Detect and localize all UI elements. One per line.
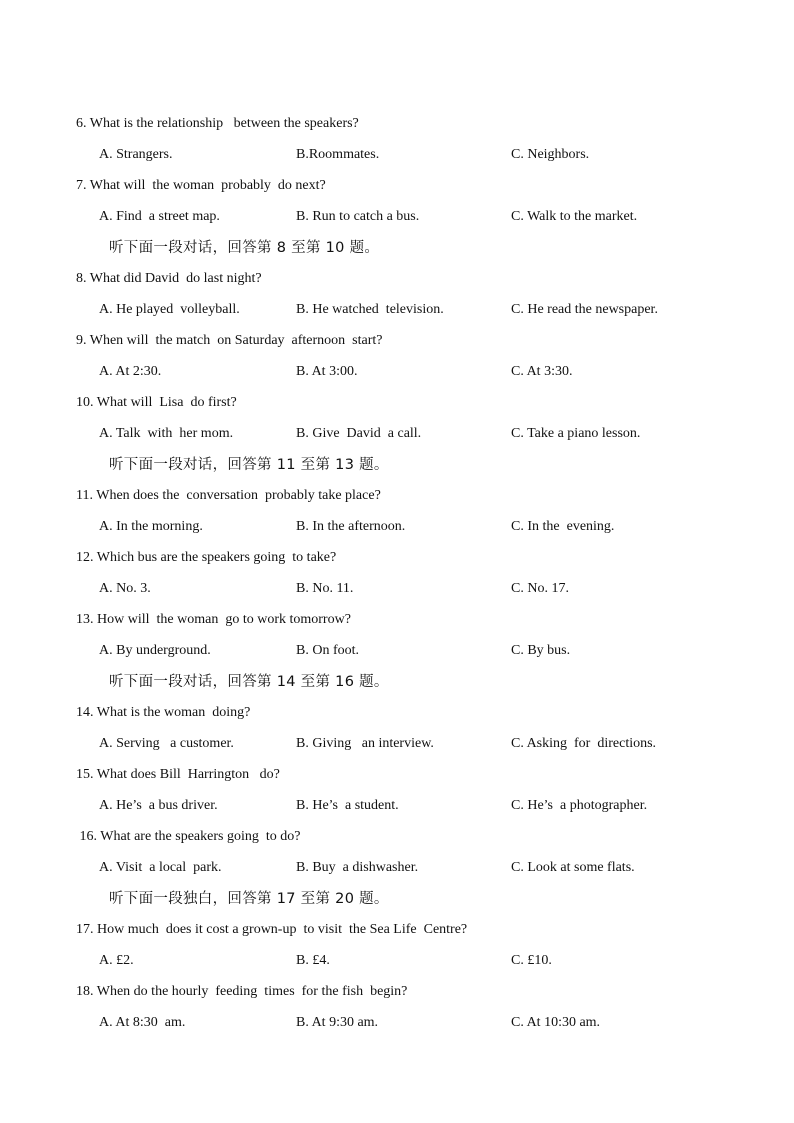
section-instruction: 听下面一段对话，回答第 8 至第 10 题。 — [109, 240, 380, 256]
option-c: C. Asking for directions. — [511, 736, 657, 751]
question-text: 10. What will Lisa do first? — [76, 395, 237, 410]
option-b: B. Giving an interview. — [296, 736, 434, 751]
question-text: 13. How will the woman go to work tomorrow? — [76, 612, 351, 627]
option-b: B. Give David a call. — [296, 426, 422, 441]
option-c: C. In the evening. — [511, 519, 615, 534]
question-text: 16. What are the speakers going to do? — [76, 829, 301, 844]
option-b: B. Run to catch a bus. — [296, 209, 420, 224]
option-a: A. At 2:30. — [99, 364, 162, 379]
option-c: C. No. 17. — [511, 581, 569, 596]
question-text: 17. How much does it cost a grown-up to visit the Sea Life Centre? — [76, 922, 468, 937]
question-text: 8. What did David do last night? — [76, 271, 262, 286]
option-b: B. No. 11. — [296, 581, 354, 596]
option-c: C. Walk to the market. — [511, 209, 638, 224]
section-instruction: 听下面一段独白，回答第 17 至第 20 题。 — [109, 891, 389, 907]
option-a: A. Strangers. — [99, 147, 173, 162]
option-a: A. He’s a bus driver. — [99, 798, 218, 813]
option-c: C. Neighbors. — [511, 147, 590, 162]
option-b: B. At 3:00. — [296, 364, 358, 379]
option-c: C. Look at some flats. — [511, 860, 635, 875]
option-a: A. Find a street map. — [99, 209, 220, 224]
option-a: A. In the morning. — [99, 519, 203, 534]
option-a: A. Visit a local park. — [99, 860, 222, 875]
option-b: B. £4. — [296, 953, 330, 968]
question-text: 9. When will the match on Saturday afternoon start? — [76, 333, 383, 348]
question-text: 11. When does the conversation probably take place? — [76, 488, 381, 503]
question-text: 14. What is the woman doing? — [76, 705, 251, 720]
option-c: C. At 10:30 am. — [511, 1015, 601, 1030]
option-c: C. By bus. — [511, 643, 571, 658]
option-a: A. He played volleyball. — [99, 302, 240, 317]
option-c: C. He’s a photographer. — [511, 798, 648, 813]
section-instruction: 听下面一段对话，回答第 11 至第 13 题。 — [109, 457, 389, 473]
option-a: A. Serving a customer. — [99, 736, 234, 751]
question-text: 18. When do the hourly feeding times for the fish begin? — [76, 984, 408, 999]
option-c: C. £10. — [511, 953, 552, 968]
option-a: A. £2. — [99, 953, 134, 968]
option-a: A. Talk with her mom. — [99, 426, 234, 441]
question-text: 15. What does Bill Harrington do? — [76, 767, 280, 782]
option-b: B. Buy a dishwasher. — [296, 860, 419, 875]
option-b: B. He watched television. — [296, 302, 444, 317]
option-a: A. No. 3. — [99, 581, 151, 596]
option-b: B. In the afternoon. — [296, 519, 406, 534]
question-text: 7. What will the woman probably do next? — [76, 178, 326, 193]
option-b: B.Roommates. — [296, 147, 380, 162]
option-c: C. Take a piano lesson. — [511, 426, 641, 441]
option-b: B. On foot. — [296, 643, 359, 658]
section-instruction: 听下面一段对话，回答第 14 至第 16 题。 — [109, 674, 389, 690]
option-b: B. At 9:30 am. — [296, 1015, 379, 1030]
question-text: 12. Which bus are the speakers going to take? — [76, 550, 337, 565]
question-text: 6. What is the relationship between the speakers? — [76, 116, 359, 131]
option-b: B. He’s a student. — [296, 798, 399, 813]
option-c: C. He read the newspaper. — [511, 302, 658, 317]
option-a: A. By underground. — [99, 643, 211, 658]
option-c: C. At 3:30. — [511, 364, 573, 379]
option-a: A. At 8:30 am. — [99, 1015, 186, 1030]
